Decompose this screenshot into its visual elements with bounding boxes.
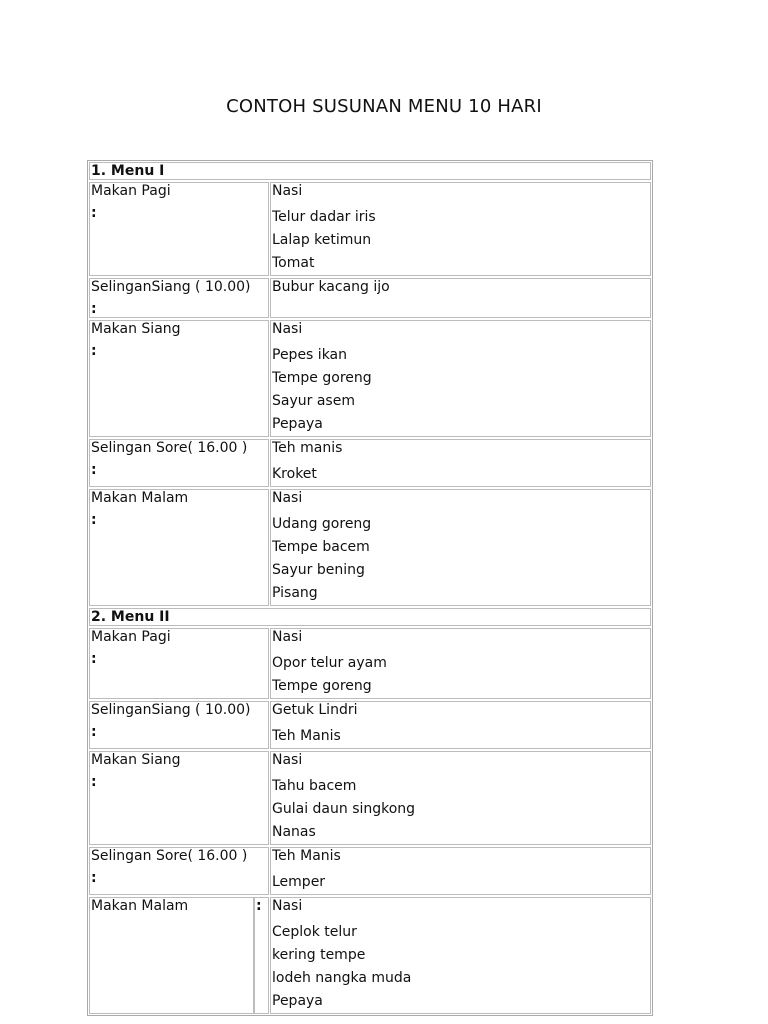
meal-row: [89, 628, 651, 699]
meal-label: Makan Malam: [89, 897, 254, 1014]
meal-row: [89, 489, 651, 606]
meal-label-cell: [89, 278, 269, 318]
meal-label-cell: [89, 751, 269, 845]
meal-row: [89, 751, 651, 845]
menu-header-row: [89, 162, 651, 180]
meal-item: Lalap ketimun: [272, 232, 372, 248]
meal-items-cell: [270, 278, 651, 318]
meal-colon: :: [91, 870, 97, 886]
meal-item: lodeh nangka muda: [272, 970, 412, 986]
meal-label-cell: [89, 439, 269, 487]
meal-label: Makan Siang: [91, 752, 181, 768]
meal-row: [89, 439, 651, 487]
meal-item: Tahu bacem: [272, 778, 357, 794]
meal-items-cell: [270, 751, 651, 845]
meal-colon: :: [91, 724, 97, 740]
meal-item: Bubur kacang ijo: [272, 279, 390, 295]
meal-item: Udang goreng: [272, 516, 372, 532]
meal-label: Makan Malam: [91, 490, 189, 506]
meal-colon: :: [91, 343, 97, 359]
meal-item: Tempe goreng: [272, 370, 372, 386]
meal-item: Pepaya: [272, 993, 323, 1009]
meal-colon: :: [254, 897, 269, 1014]
meal-item: Gulai daun singkong: [272, 801, 416, 817]
meal-item: Teh Manis: [272, 848, 341, 864]
meal-item: Kroket: [272, 466, 317, 482]
meal-label: Selingan Sore( 16.00 ): [91, 848, 248, 864]
meal-row: [89, 320, 651, 437]
meal-item: Ceplok telur: [272, 924, 357, 940]
meal-label-cell: [89, 320, 269, 437]
meal-colon: :: [91, 774, 97, 790]
meal-items-cell: [270, 320, 651, 437]
meal-label: SelinganSiang ( 10.00): [91, 279, 251, 295]
meal-label-cell: [89, 182, 269, 276]
meal-item: Teh manis: [272, 440, 343, 456]
meal-label-cell: [89, 897, 269, 1014]
meal-items-cell: [270, 182, 651, 276]
menu-header-row: [89, 608, 651, 626]
meal-items-cell: [270, 701, 651, 749]
meal-label: Makan Pagi: [91, 629, 171, 645]
meal-item: Nasi: [272, 752, 303, 768]
meal-items-cell: [270, 847, 651, 895]
menu-header: 2. Menu II: [89, 608, 651, 626]
meal-item: Tempe goreng: [272, 678, 372, 694]
meal-row: [89, 897, 651, 1014]
meal-item: Nasi: [272, 490, 303, 506]
meal-item: kering tempe: [272, 947, 366, 963]
meal-item: Lemper: [272, 874, 326, 890]
meal-colon: :: [91, 512, 97, 528]
meal-item: Nasi: [272, 183, 303, 199]
meal-item: Pepes ikan: [272, 347, 348, 363]
meal-row: [89, 278, 651, 318]
meal-item: Pisang: [272, 585, 318, 601]
meal-label-cell: [89, 701, 269, 749]
meal-label-cell: [89, 847, 269, 895]
menu-header: 1. Menu I: [89, 162, 651, 180]
meal-item: Opor telur ayam: [272, 655, 387, 671]
meal-label: Makan Siang: [91, 321, 181, 337]
meal-colon: :: [91, 462, 97, 478]
meal-item: Nasi: [272, 629, 303, 645]
meal-item: Teh Manis: [272, 728, 341, 744]
meal-item: Getuk Lindri: [272, 702, 358, 718]
meal-item: Tomat: [272, 255, 315, 271]
meal-items-cell: [270, 489, 651, 606]
page-title: CONTOH SUSUNAN MENU 10 HARI: [226, 96, 542, 117]
meal-item: Tempe bacem: [272, 539, 370, 555]
meal-items-cell: [270, 628, 651, 699]
meal-label-cell: [89, 489, 269, 606]
meal-label: Selingan Sore( 16.00 ): [91, 440, 248, 456]
meal-label: Makan Pagi: [91, 183, 171, 199]
meal-row: [89, 182, 651, 276]
meal-colon: :: [91, 651, 97, 667]
meal-item: Sayur asem: [272, 393, 355, 409]
meal-label: SelinganSiang ( 10.00): [91, 702, 251, 718]
meal-item: Sayur bening: [272, 562, 365, 578]
meal-colon: :: [91, 301, 97, 317]
meal-item: Nasi: [272, 321, 303, 337]
meal-label-cell: [89, 628, 269, 699]
meal-row: [89, 701, 651, 749]
meal-item: Telur dadar iris: [272, 209, 376, 225]
meal-items-cell: [270, 439, 651, 487]
meal-colon: :: [91, 205, 97, 221]
meal-items-cell: [270, 897, 651, 1014]
meal-row: [89, 847, 651, 895]
meal-item: Nasi: [272, 898, 303, 914]
menu-table: [87, 160, 653, 1016]
meal-item: Nanas: [272, 824, 316, 840]
meal-item: Pepaya: [272, 416, 323, 432]
